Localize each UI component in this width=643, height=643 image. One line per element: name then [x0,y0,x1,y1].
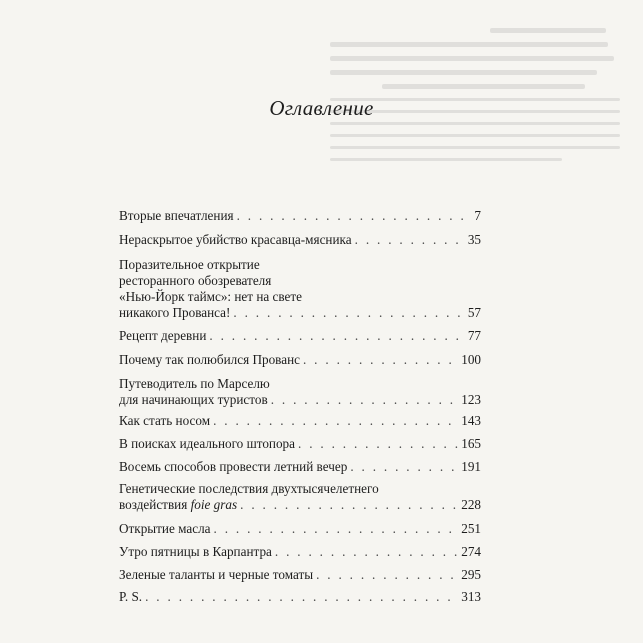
toc-entry[interactable] [119,413,481,429]
toc-entry[interactable] [119,257,481,321]
toc-entry-title: Утро пятницы в Карпантра [119,544,272,559]
toc-entry-title: В поисках идеального штопора [119,436,296,451]
dot-leader [233,305,464,321]
dot-leader [275,544,458,560]
dot-leader [237,208,464,224]
toc-entry[interactable] [119,436,481,452]
toc-entry[interactable] [119,544,481,560]
toc-entry-title-line: Поразительное открытие [119,257,260,272]
toc-entry-page: 35 [467,232,481,247]
toc-entry-title-line: «Нью-Йорк таймс»: нет на свете [119,289,303,304]
toc-entry-title: Открытие масла [119,521,211,536]
toc-entry-page: 228 [461,497,481,512]
dot-leader [209,328,464,344]
toc-entry-title: для начинающих туристов [119,392,268,407]
toc-entry[interactable] [119,567,481,583]
toc-entry[interactable] [119,352,481,368]
toc-entry-title-italic: foie gras [190,497,238,512]
toc-entry-title: Как стать носом [119,413,211,428]
toc-entry-title-text: воздействия [119,497,188,512]
toc-entry[interactable] [119,481,481,513]
toc-entry-page: 123 [461,392,481,407]
toc-entry-title-line: Путеводитель по Марселю [119,376,270,391]
toc-entry-page: 77 [467,328,481,343]
toc-entry[interactable] [119,328,481,344]
dot-leader [214,521,459,537]
toc-entry-title: Зеленые таланты и черные томаты [119,567,314,582]
toc-entry-page: 313 [461,589,481,604]
toc-entry-page: 100 [461,352,481,367]
toc-entry-page: 295 [461,567,481,582]
toc-entry-title: Восемь способов провести летний вечер [119,459,348,474]
toc-heading: Оглавление [269,96,374,120]
dot-leader [271,392,459,408]
toc-entry-page: 57 [467,305,481,320]
toc-entry[interactable] [119,232,481,248]
dot-leader [145,589,458,605]
toc-entry-title: Почему так полюбился Прованс [119,352,300,367]
toc-entry-title-line: ресторанного обозревателя [119,273,272,288]
dot-leader [316,567,458,583]
toc-entry[interactable] [119,208,481,224]
toc-entry-title [119,497,237,513]
dot-leader [240,497,458,513]
dot-leader [303,352,458,368]
toc-entry[interactable] [119,521,481,537]
toc-entry-page: 143 [461,413,481,428]
toc-entry-page: 251 [461,521,481,536]
toc-entry-page: 165 [461,436,481,451]
toc-entry-title: Нераскрытое убийство красавца-мясника [119,232,352,247]
toc-entry-page: 191 [461,459,481,474]
toc-entry[interactable] [119,459,481,475]
toc-entry[interactable] [119,376,481,408]
toc-entry[interactable] [119,589,481,605]
toc-entry-title: Вторые впечатления [119,208,234,223]
dot-leader [350,459,458,475]
toc-entry-title-line: Генетические последствия двухтысячелетнего [119,481,379,496]
toc-entry-title: Рецепт деревни [119,328,207,343]
dot-leader [355,232,464,248]
toc-entry-title: P. S. [119,589,143,604]
bleed-through-text [330,28,620,218]
toc-entry-page: 7 [474,208,481,223]
dot-leader [213,413,458,429]
toc-entry-page: 274 [461,544,481,559]
toc-entry-title: никакого Прованса! [119,305,231,320]
dot-leader [298,436,458,452]
